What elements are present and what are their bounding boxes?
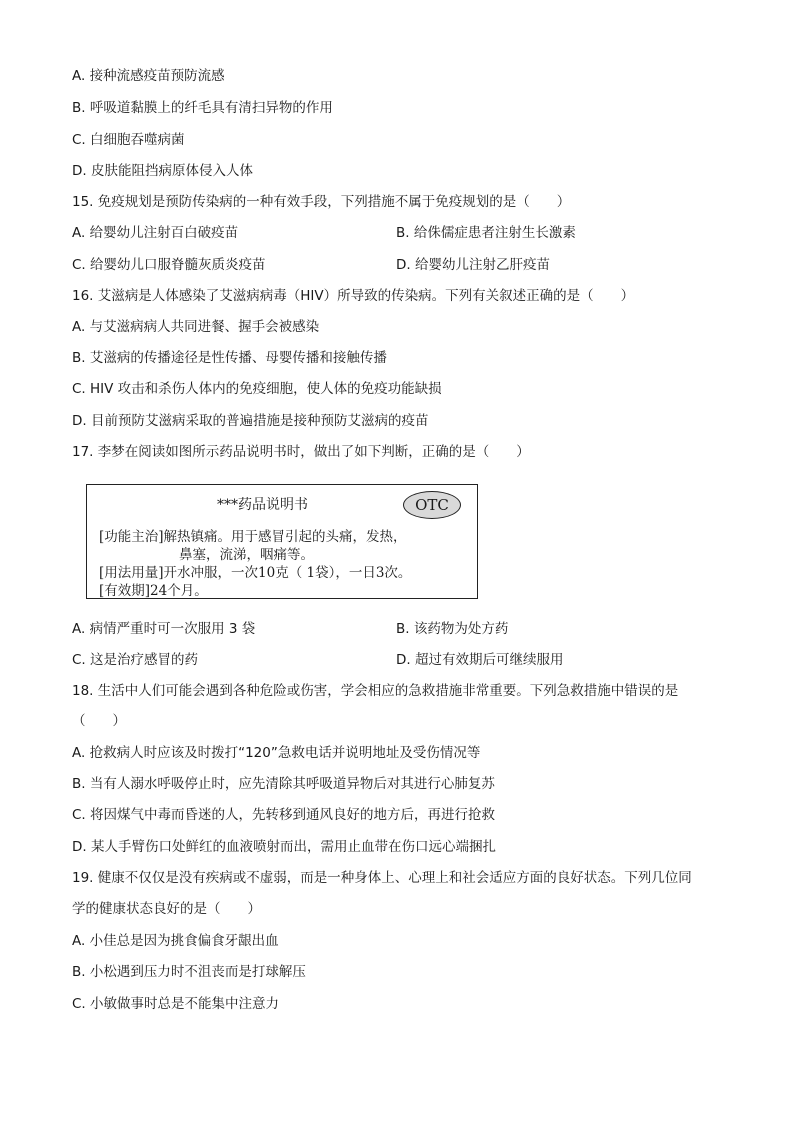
q17-option-b: B. 该药物为处方药: [396, 621, 509, 637]
q18-stem-line2: （ ）: [72, 713, 126, 729]
q16-option-c: C. HIV 攻击和杀伤人体内的免疫细胞，使人体的免疫功能缺损: [72, 381, 442, 397]
q16-stem: 16. 艾滋病是人体感染了艾滋病病毒（HIV）所导致的传染病。下列有关叙述正确的是（ ）: [72, 288, 635, 304]
q14-option-c: C. 白细胞吞噬病菌: [72, 132, 185, 148]
q19-option-a: A. 小佳总是因为挑食偏食牙龈出血: [72, 933, 279, 949]
q14-option-a: A. 接种流感疫苗预防流感: [72, 68, 225, 84]
q15-option-c: C. 给婴幼儿口服脊髓灰质炎疫苗: [72, 257, 266, 273]
q14-option-d: D. 皮肤能阻挡病原体侵入人体: [72, 163, 253, 179]
drug-leaflet: [86, 484, 478, 599]
leaflet-title: ***药品说明书: [217, 497, 308, 513]
q16-option-d: D. 目前预防艾滋病采取的普遍措施是接种预防艾滋病的疫苗: [72, 413, 429, 429]
q15-option-b: B. 给侏儒症患者注射生长激素: [396, 225, 576, 241]
leaflet-line-indications-cont: 鼻塞，流涕，咽痛等。: [179, 547, 314, 563]
q17-option-a: A. 病情严重时可一次服用 3 袋: [72, 621, 256, 637]
q15-option-a: A. 给婴幼儿注射百白破疫苗: [72, 225, 239, 241]
q19-stem-line1: 19. 健康不仅仅是没有疾病或不虚弱，而是一种身体上、心理上和社会适应方面的良好状态。下列几位同: [72, 870, 692, 886]
q17-stem: 17. 李梦在阅读如图所示药品说明书时，做出了如下判断，正确的是（ ）: [72, 444, 530, 460]
otc-badge: OTC: [403, 491, 461, 519]
q17-option-c: C. 这是治疗感冒的药: [72, 652, 199, 668]
q16-option-a: A. 与艾滋病病人共同进餐、握手会被感染: [72, 319, 320, 335]
q18-stem-line1: 18. 生活中人们可能会遇到各种危险或伤害，学会相应的急救措施非常重要。下列急救措施中错误的是: [72, 683, 679, 699]
q19-option-b: B. 小松遇到压力时不沮丧而是打球解压: [72, 964, 306, 980]
leaflet-line-indications: [功能主治]解热镇痛。用于感冒引起的头痛，发热，: [99, 529, 407, 545]
q18-option-d: D. 某人手臂伤口处鲜红的血液喷射而出，需用止血带在伤口远心端捆扎: [72, 839, 496, 855]
q16-option-b: B. 艾滋病的传播途径是性传播、母婴传播和接触传播: [72, 350, 387, 366]
q17-option-d: D. 超过有效期后可继续服用: [396, 652, 564, 668]
q19-stem-line2: 学的健康状态良好的是（ ）: [72, 901, 261, 917]
q18-option-a: A. 抢救病人时应该及时拨打“120”急救电话并说明地址及受伤情况等: [72, 745, 481, 761]
leaflet-line-expiry: [有效期]24个月。: [99, 583, 208, 599]
q14-option-b: B. 呼吸道黏膜上的纤毛具有清扫异物的作用: [72, 100, 333, 116]
q18-option-b: B. 当有人溺水呼吸停止时，应先清除其呼吸道异物后对其进行心肺复苏: [72, 776, 495, 792]
leaflet-line-dosage: [用法用量]开水冲服，一次10克（ 1袋），一日3次。: [99, 565, 412, 581]
q18-option-c: C. 将因煤气中毒而昏迷的人，先转移到通风良好的地方后，再进行抢救: [72, 807, 496, 823]
q19-option-c: C. 小敏做事时总是不能集中注意力: [72, 996, 280, 1012]
q15-option-d: D. 给婴幼儿注射乙肝疫苗: [396, 257, 550, 273]
q15-stem: 15. 免疫规划是预防传染病的一种有效手段，下列措施不属于免疫规划的是（ ）: [72, 194, 571, 210]
